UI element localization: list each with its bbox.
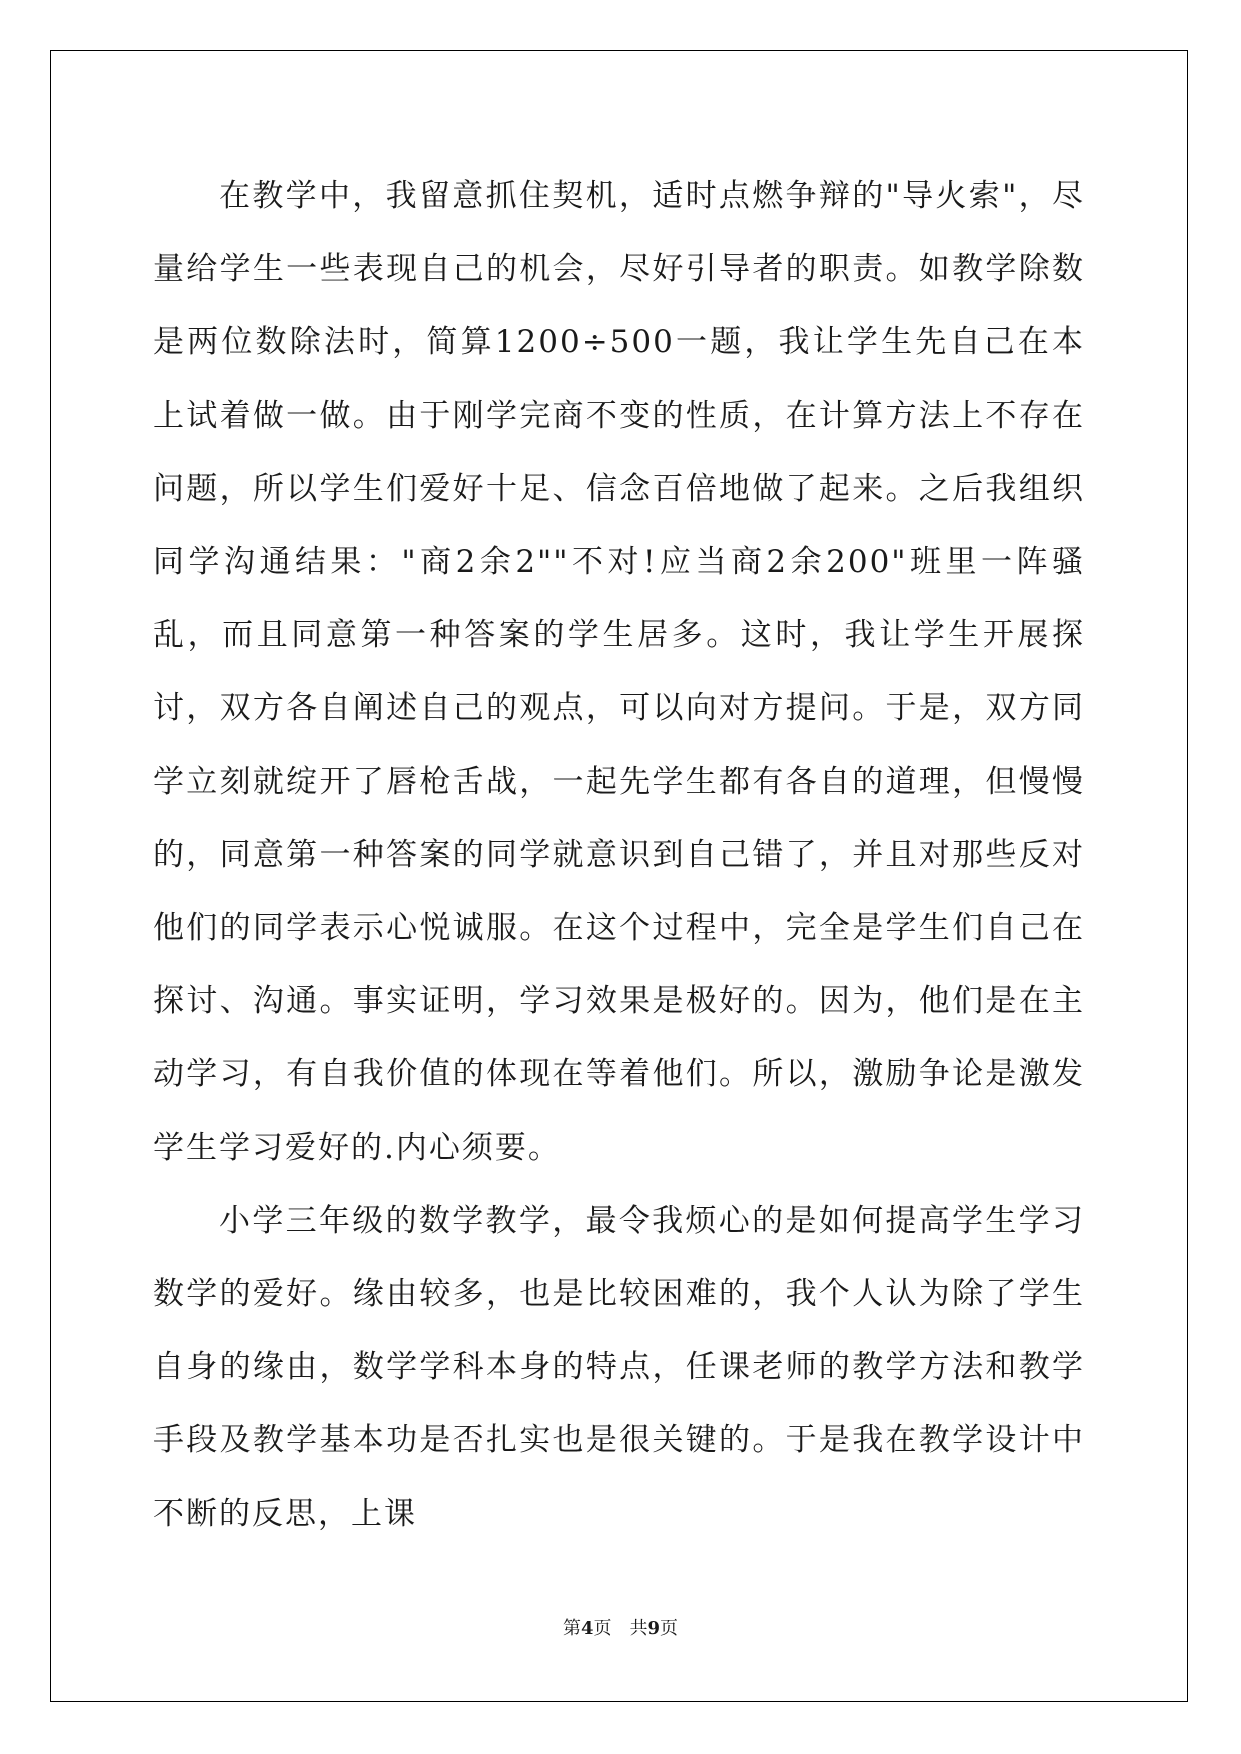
current-page-number: 4: [580, 1618, 594, 1639]
footer-page-suffix: 页: [593, 1618, 612, 1639]
page-footer: [0, 1614, 1241, 1640]
footer-prefix: 第: [562, 1618, 581, 1639]
paragraph-2: 小学三年级的数学教学，最令我烦心的是如何提高学生学习数学的爱好。缘由较多，也是比较困难的，我个人认为除了学生自身的缘由，数学学科本身的特点，任课老师的教学方法和教学手段及教学基本功是否扎实也是很关键的。于是我在教学设计中不断的反思，上课: [153, 1202, 1085, 1532]
total-page-count: 9: [647, 1618, 661, 1639]
document-body: [153, 160, 1085, 1551]
footer-total-suffix: 页: [660, 1618, 679, 1639]
footer-total-prefix: 共: [629, 1618, 648, 1639]
paragraph-1: 在教学中，我留意抓住契机，适时点燃争辩的"导火索"，尽量给学生一些表现自己的机会，尽好引导者的职责。如教学除数是两位数除法时，简算1200÷500一题，我让学生先自己在本上试着做一做。由于刚学完商不变的性质，在计算方法上不存在问题，所以学生们爱好十足、信念百倍地做了起来。之后我组织同学沟通结果："商2余2""不对!应当商2余200"班里一阵骚乱，而且同意第一种答案的学生居多。这时，我让学生开展探讨，双方各自阐述自己的观点，可以向对方提问。于是，双方同学立刻就绽开了唇枪舌战，一起先学生都有各自的道理，但慢慢的，同意第一种答案的同学就意识到自己错了，并且对那些反对他们的同学表示心悦诚服。在这个过程中，完全是学生们自己在探讨、沟通。事实证明，学习效果是极好的。因为，他们是在主动学习，有自我价值的体现在等着他们。所以，激励争论是激发学生学习爱好的.内心须要。: [153, 178, 1085, 1166]
